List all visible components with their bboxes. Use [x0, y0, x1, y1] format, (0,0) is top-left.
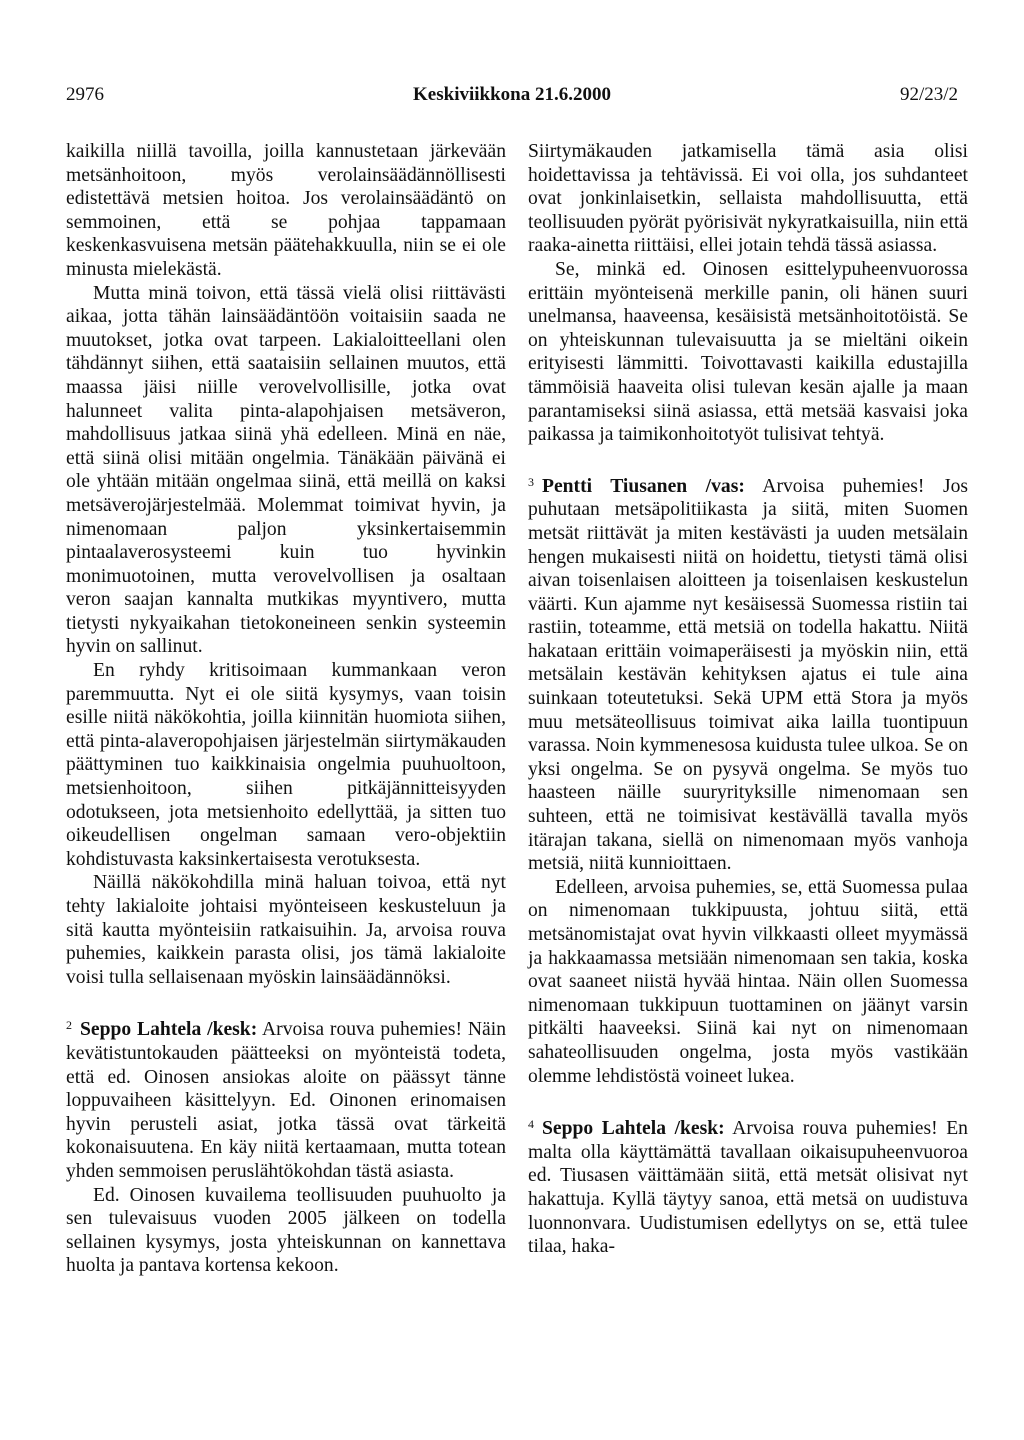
speech-paragraph [66, 1014, 506, 1183]
paragraph: Mutta minä toivon, että tässä vielä olisi riittävästi aikaa, jotta tähän lainsäädäntöön voitaisiin saada ne muutokset, jotka ovat tarpeen. Lakialoitteellani olen tähdännyt siihen, että saataisiin sellainen muutos, että maassa jäisi niille verovelvollisille, jotka ovat halunneet valita pinta-alapohjaisen metsäveron, mahdollisuus jatkaa siinä yhä edelleen. Minä en näe, että siinä olisi mitään ongelmia. Tänäkään päivänä ei ole yhtään mitään ongelmaa siinä, että meillä on kaksi metsäverojärjestelmää. Molemmat toimivat hyvin, ja nimenomaan paljon yksinkertaisemmin pintaalaverosysteemi kuin tuo hyvinkin monimuotoinen, mutta verovelvollisen ja osaltaan veron saajan kannalta mutkikas myyntivero, mutta tietysti nykyaikahan tietokoneineen senkin systeemin hyvin on sallinut. [66, 282, 506, 658]
right-column [528, 140, 968, 1259]
paragraph: En ryhdy kritisoimaan kummankaan veron paremmuutta. Nyt ei ole siitä kysymys, vaan toisin esille niitä näkökohtia, joilla kiinnitän huomiota siihen, että pinta-alaveropohjaisen järjestelmän siirtymäkauden päättyminen tuo kaikkinaisia ongelmia puuhuoltoon, metsienhoitoon, siihen pitkäjännitteisyyden odotukseen, jota metsienhoito edellyttää, ja sitten tuo oikeudellisen ongelman samaan vero-objektiin kohdistuvasta kaksinkertaisesta verotuksesta. [66, 660, 506, 870]
speech-text: Arvoisa puhemies! Jos puhutaan metsäpolitiikasta ja siitä, miten Suomen metsät riittävät ja miten kestävästi ja uuden metsälain hengen mukaisesti niitä on hoidettu, tietysti tämä olisi aivan toisenlaisen aloitteen ja toisenlaisen keskustelun väärti. Kun ajamme nyt kesäisessä Suomessa ristiin tai rastiin, toteamme, että metsiä on todella hakattu. Niitä hakataan erittäin voimaperäisesti ja myöskin niin, että metsälain kestävän kehityksen ajatus ei tule aina suinkaan toteutetuksi. Sekä UPM että Stora ja myös muu metsäteollisuus toimivat aika lailla tuontipuun varassa. Noin kymmenesosa kuidusta tulee ulkoa. Se on yksi ongelma. Se on pysyvä ongelma. Se myös tuo haasteen näille suuryrityksille nimenomaan sen suhteen, että ne toimisivat kestävällä tavalla myös itärajan takana, siellä on nimenomaan myös vanhoja metsiä, niitä kunnioittaen. [528, 475, 968, 875]
speech-number: 3 [528, 474, 534, 489]
document-reference: 92/23/2 [899, 84, 958, 105]
speech-number: 2 [66, 1018, 72, 1033]
speech-text: Arvoisa rouva puhemies! En malta olla käyttämättä tavallaan oikaisupuheenvuoroa ed. Tiusasen väittämään siitä, että metsät olisivat nyt hakattuja. Kyllä täytyy sanoa, että metsä on uudistuva luonnonvara. Uudistumisen edellytys on se, että tulee tilaa, haka- [528, 1118, 968, 1258]
paragraph: Ed. Oinosen kuvailema teollisuuden puuhuolto ja sen tulevaisuus vuoden 2005 jälkeen on todella sellainen kysymys, josta yhteiskunnan on kannettava huolta ja pantava kortensa kekoon. [66, 1184, 506, 1277]
speech-paragraph [528, 471, 968, 876]
paragraph: Näillä näkökohdilla minä haluan toivoa, että nyt tehty lakialoite johtaisi myönteiseen keskusteluun ja sitä kautta myönteisiin ratkaisuihin. Ja, arvoisa rouva puhemies, kaikkein parasta olisi, jos tämä lakialoite voisi tulla sellaisenaan myöskin lainsäädännöksi. [66, 872, 506, 988]
page-header [66, 84, 958, 112]
speaker-name: Seppo Lahtela /kesk: [80, 1019, 258, 1041]
speech-text: Arvoisa rouva puhemies! Näin kevätistuntokauden päätteeksi on myönteistä todeta, että ed. Oinosen ansiokas aloite on päässyt tänne loppuvaiheen käsittelyyn. Ed. Oinonen erinomaisen hyvin perusteli asiat, jotka tässä ovat tärkeitä kokonaisuutena. En käy niitä kertaamaan, mutta totean yhden semmoisen peruslähtökohdan tästä asiasta. [66, 1019, 506, 1182]
paragraph: kaikilla niillä tavoilla, joilla kannustetaan järkevään metsänhoitoon, myös verolainsäädännöllisesti edistettävä metsien hoitoa. Jos verolainsäädäntö on semmoinen, että se pohjaa tappamaan keskenkasvuisena metsän päätehakkuulla, niin se ei ole minusta mielekästä. [66, 141, 506, 280]
speech-number: 4 [528, 1117, 534, 1132]
speaker-name: Seppo Lahtela /kesk: [542, 1118, 725, 1140]
paragraph: Siirtymäkauden jatkamisella tämä asia olisi hoidettavissa ja tehtävissä. Ei voi olla, jos suhdanteet ovat jonkinlaisetkin, sellaista mahdollisuutta, että teollisuuden pyörät pyörisivät nykyratkaisuilla, niin että raaka-ainetta riittäisi, ellei jotain tehdä tässä asiassa. [528, 141, 968, 257]
paragraph: Edelleen, arvoisa puhemies, se, että Suomessa pulaa on nimenomaan tukkipuusta, johtuu siitä, että metsänomistajat ovat hyvin vilkkaasti olleet myymässä ja hakkaamassa metsiään nimenomaan sen takia, koska ovat saaneet niistä hyvää hintaa. Näin ollen Suomessa nimenomaan tukkipuun tuottaminen on jäänyt varsin pitkälti haaveeksi. Siinä kai nyt on nimenomaan sahateollisuuden ongelma, josta myös vastikään olemme lehdistöstä voineet lukea. [528, 876, 968, 1087]
left-column [66, 140, 506, 1278]
session-date: Keskiviikkona 21.6.2000 [413, 84, 611, 105]
page-number: 2976 [66, 84, 104, 105]
paragraph: Se, minkä ed. Oinosen esittelypuheenvuorossa erittäin myönteisenä merkille panin, oli hänen suuri unelmansa, haaveensa, kesäisistä metsänhoitotöistä. Se on yhteiskunnan tulevaisuutta ja se mieltäni oikein erityisesti lämmitti. Toivottavasti kaikilla edustajilla tämmöisiä haaveita olisi tulevan kesän ajalle ja maan parantamiseksi siinä asiassa, että metsää kasvaisi joka paikassa ja taimikonhoitotyöt tulisivat tehtyä. [528, 258, 968, 446]
speech-paragraph [528, 1113, 968, 1259]
speaker-name: Pentti Tiusanen /vas: [542, 475, 745, 497]
